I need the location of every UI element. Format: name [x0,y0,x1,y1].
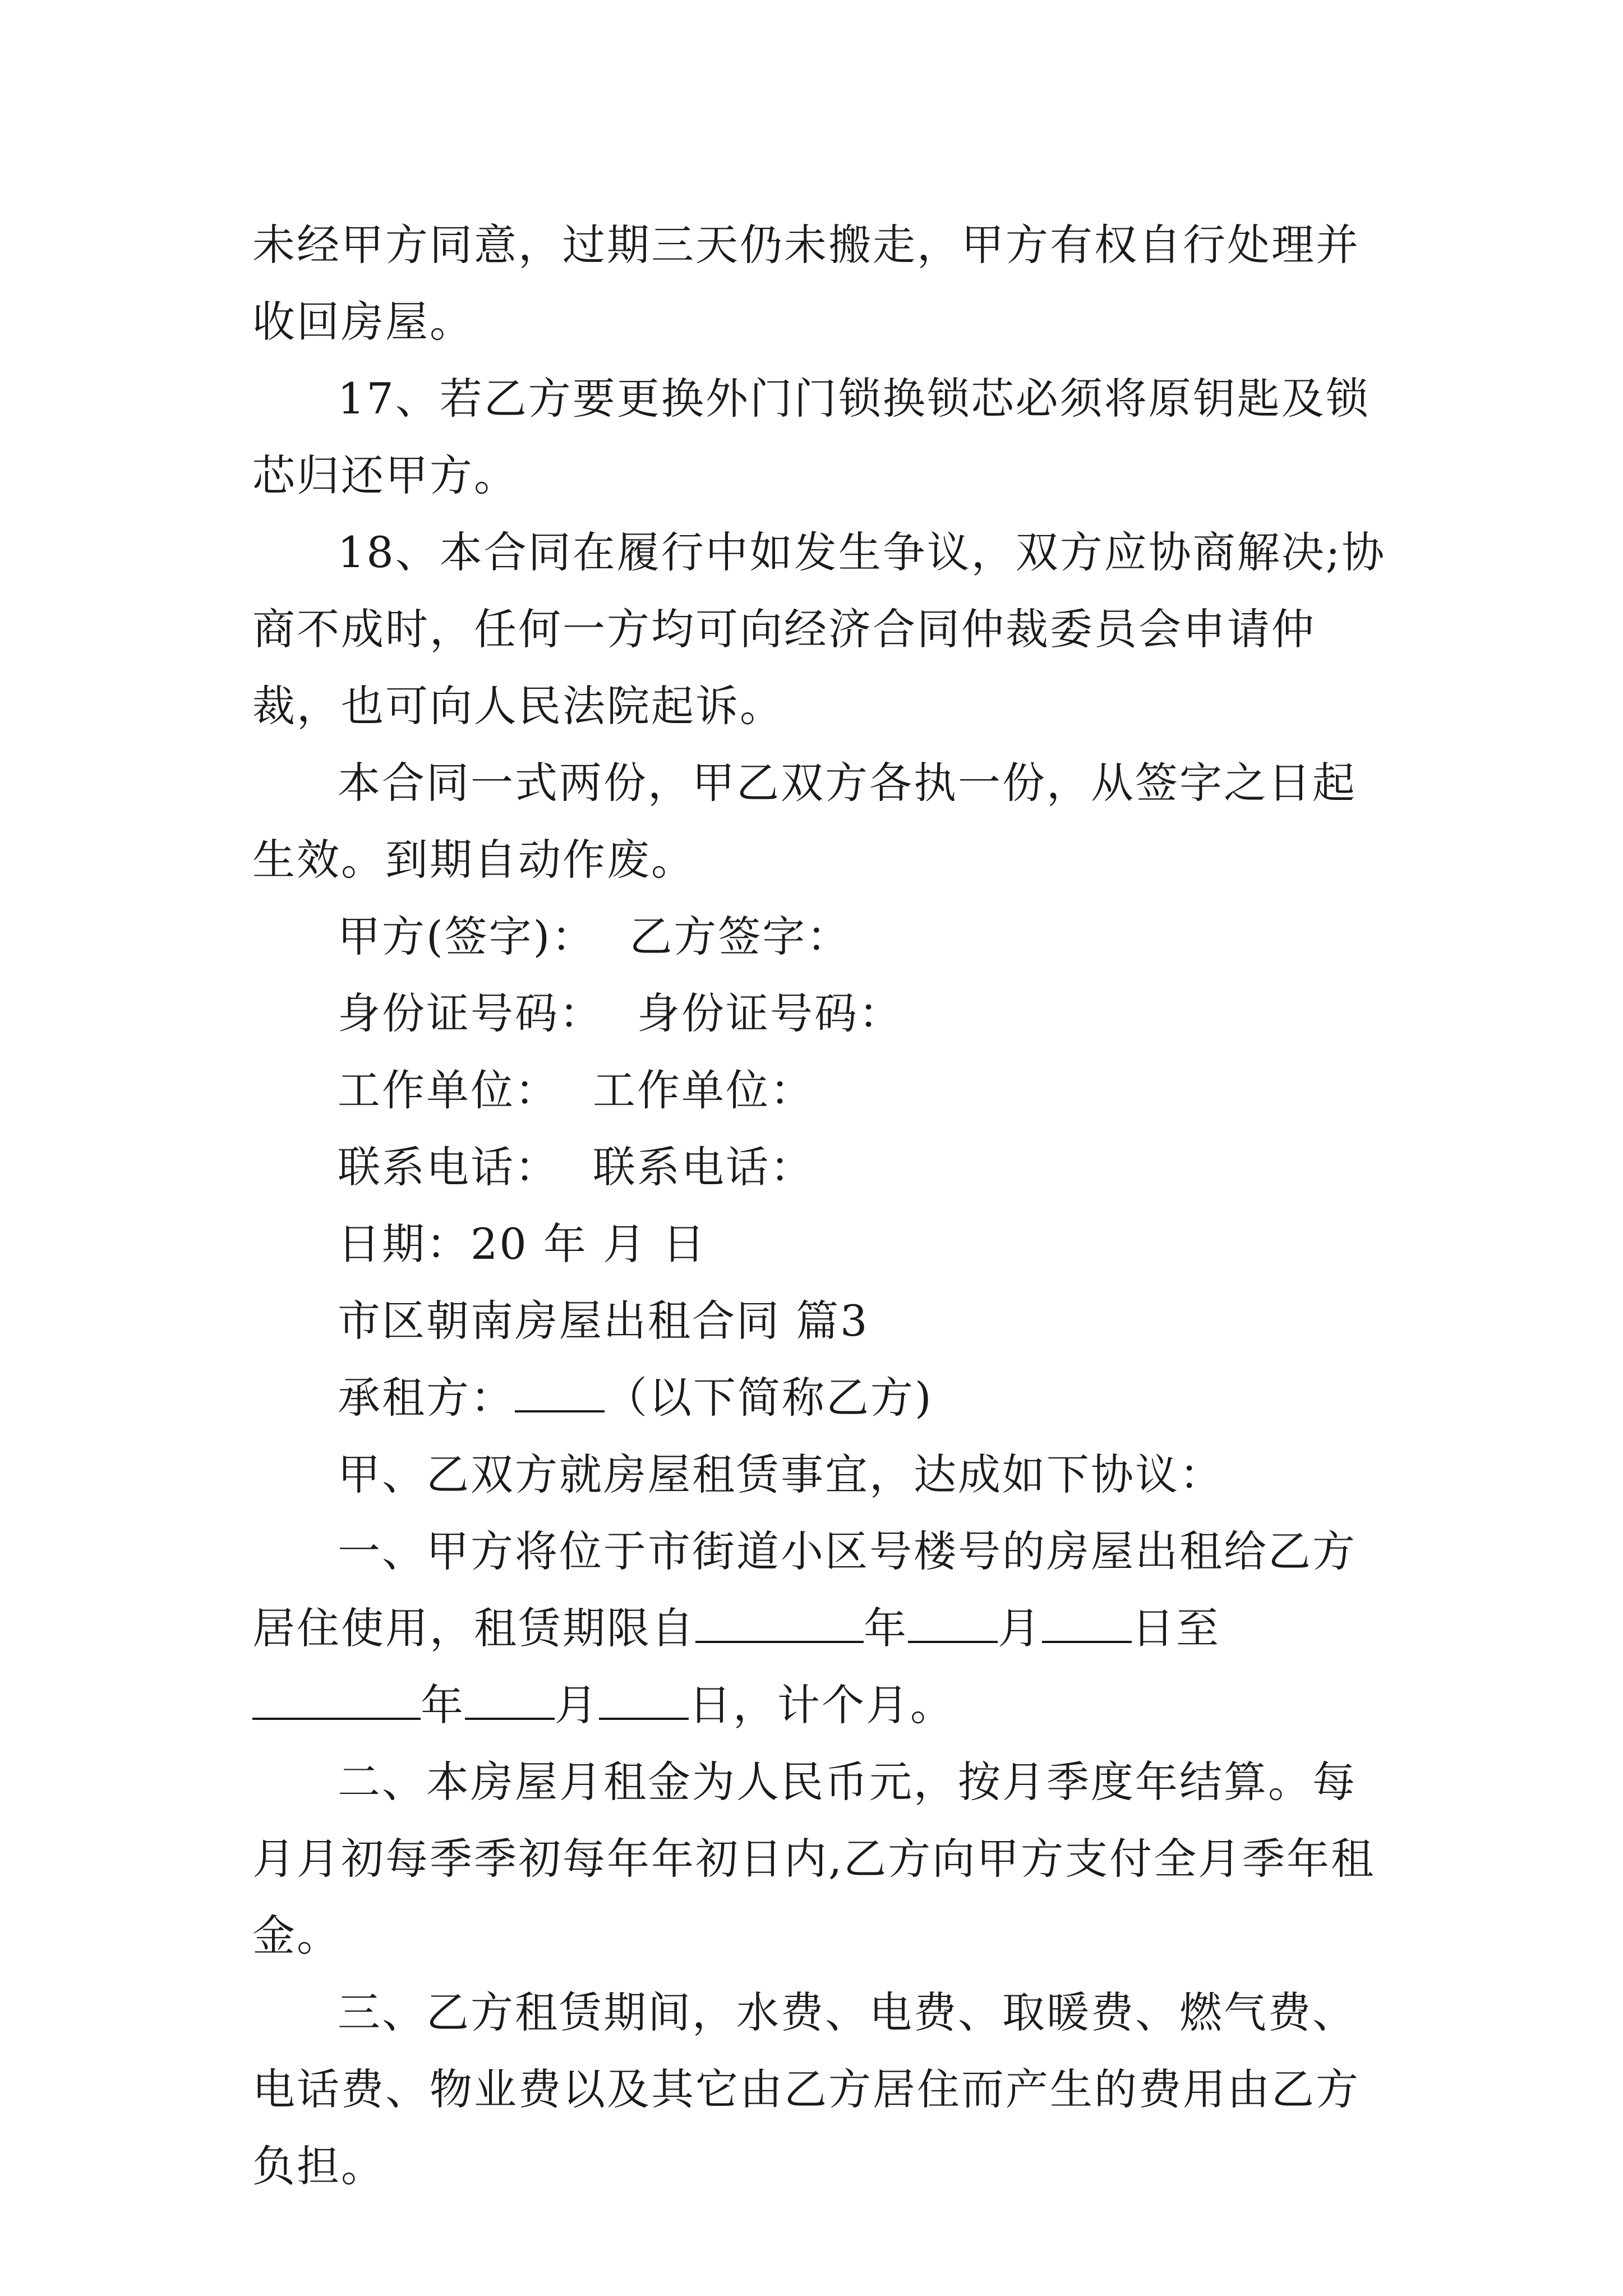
paragraph-eviction [252,206,1388,360]
clause-one-text: 一、甲方将位于市街道小区号楼号的房屋出租给乙方居住使用，租赁期限自 [252,1526,1357,1653]
paragraph-text: 本合同一式两份，甲乙双方各执一份，从签字之日起生效。到期自动作废。 [252,758,1357,885]
signature-left-label: 联系电话： [338,1142,559,1192]
end-day-blank [599,1678,689,1720]
agreement-intro: 甲、乙双方就房屋租赁事宜，达成如下协议： [338,1450,1224,1499]
clause-one-month: 月 [998,1603,1042,1653]
paragraph-clause-three [252,1974,1388,2205]
paragraph-text: 17、若乙方要更换外门门锁换锁芯必须将原钥匙及锁芯归还甲方。 [252,374,1370,500]
signature-left-label: 甲方(签字)： [338,912,596,961]
clause-one-day-end: 日，计个月。 [689,1680,955,1730]
paragraph-text: 二、本房屋月租金为人民币元，按月季度年结算。每月月初每季季初每年年初日内,乙方向甲方支付全月季年租金。 [252,1757,1376,1961]
signature-line-employer [252,1052,1388,1129]
start-month-blank [908,1602,998,1643]
clause-one-year-end: 年 [421,1680,465,1730]
lessee-suffix: （以下简称乙方) [605,1373,933,1423]
end-month-blank [465,1678,555,1720]
clause-one-day-to: 日至 [1132,1603,1220,1653]
start-year-blank [695,1602,864,1643]
document-page [252,206,1388,2205]
signature-right-label: 身份证号码： [637,988,903,1038]
lessee-blank [515,1371,605,1412]
signature-line-party [252,898,1388,975]
start-day-blank [1042,1602,1132,1643]
lessee-line [252,1359,1388,1436]
clause-one-year: 年 [864,1603,908,1653]
end-year-blank [252,1678,421,1720]
paragraph-clause-17 [252,360,1388,514]
signature-right-label: 工作单位： [593,1065,814,1115]
signature-line-phone [252,1129,1388,1205]
clause-one-month-end: 月 [555,1680,599,1730]
paragraph-copies [252,744,1388,898]
paragraph-text: 未经甲方同意，过期三天仍未搬走，甲方有权自行处理并收回房屋。 [252,220,1360,347]
signature-left-label: 身份证号码： [338,988,603,1038]
signature-line-id [252,975,1388,1052]
lessee-label: 承租方： [338,1373,515,1423]
signature-left-label: 工作单位： [338,1065,559,1115]
paragraph-text: 18、本合同在履行中如发生争议，双方应协商解决;协商不成时，任何一方均可向经济合同仲裁委员会申请仲裁，也可向人民法院起诉。 [252,527,1386,731]
paragraph-clause-two [252,1743,1388,1974]
date-line: 日期：20 年 月 日 [338,1219,707,1269]
paragraph-clause-18 [252,514,1388,744]
signature-right-label: 联系电话： [593,1142,814,1192]
signature-right-label: 乙方签字： [629,912,851,961]
paragraph-clause-one [252,1513,1388,1743]
paragraph-text: 三、乙方租赁期间，水费、电费、取暖费、燃气费、电话费、物业费以及其它由乙方居住而产生的费用由乙方负担。 [252,1987,1360,2191]
section-title: 市区朝南房屋出租合同 篇3 [338,1296,869,1346]
